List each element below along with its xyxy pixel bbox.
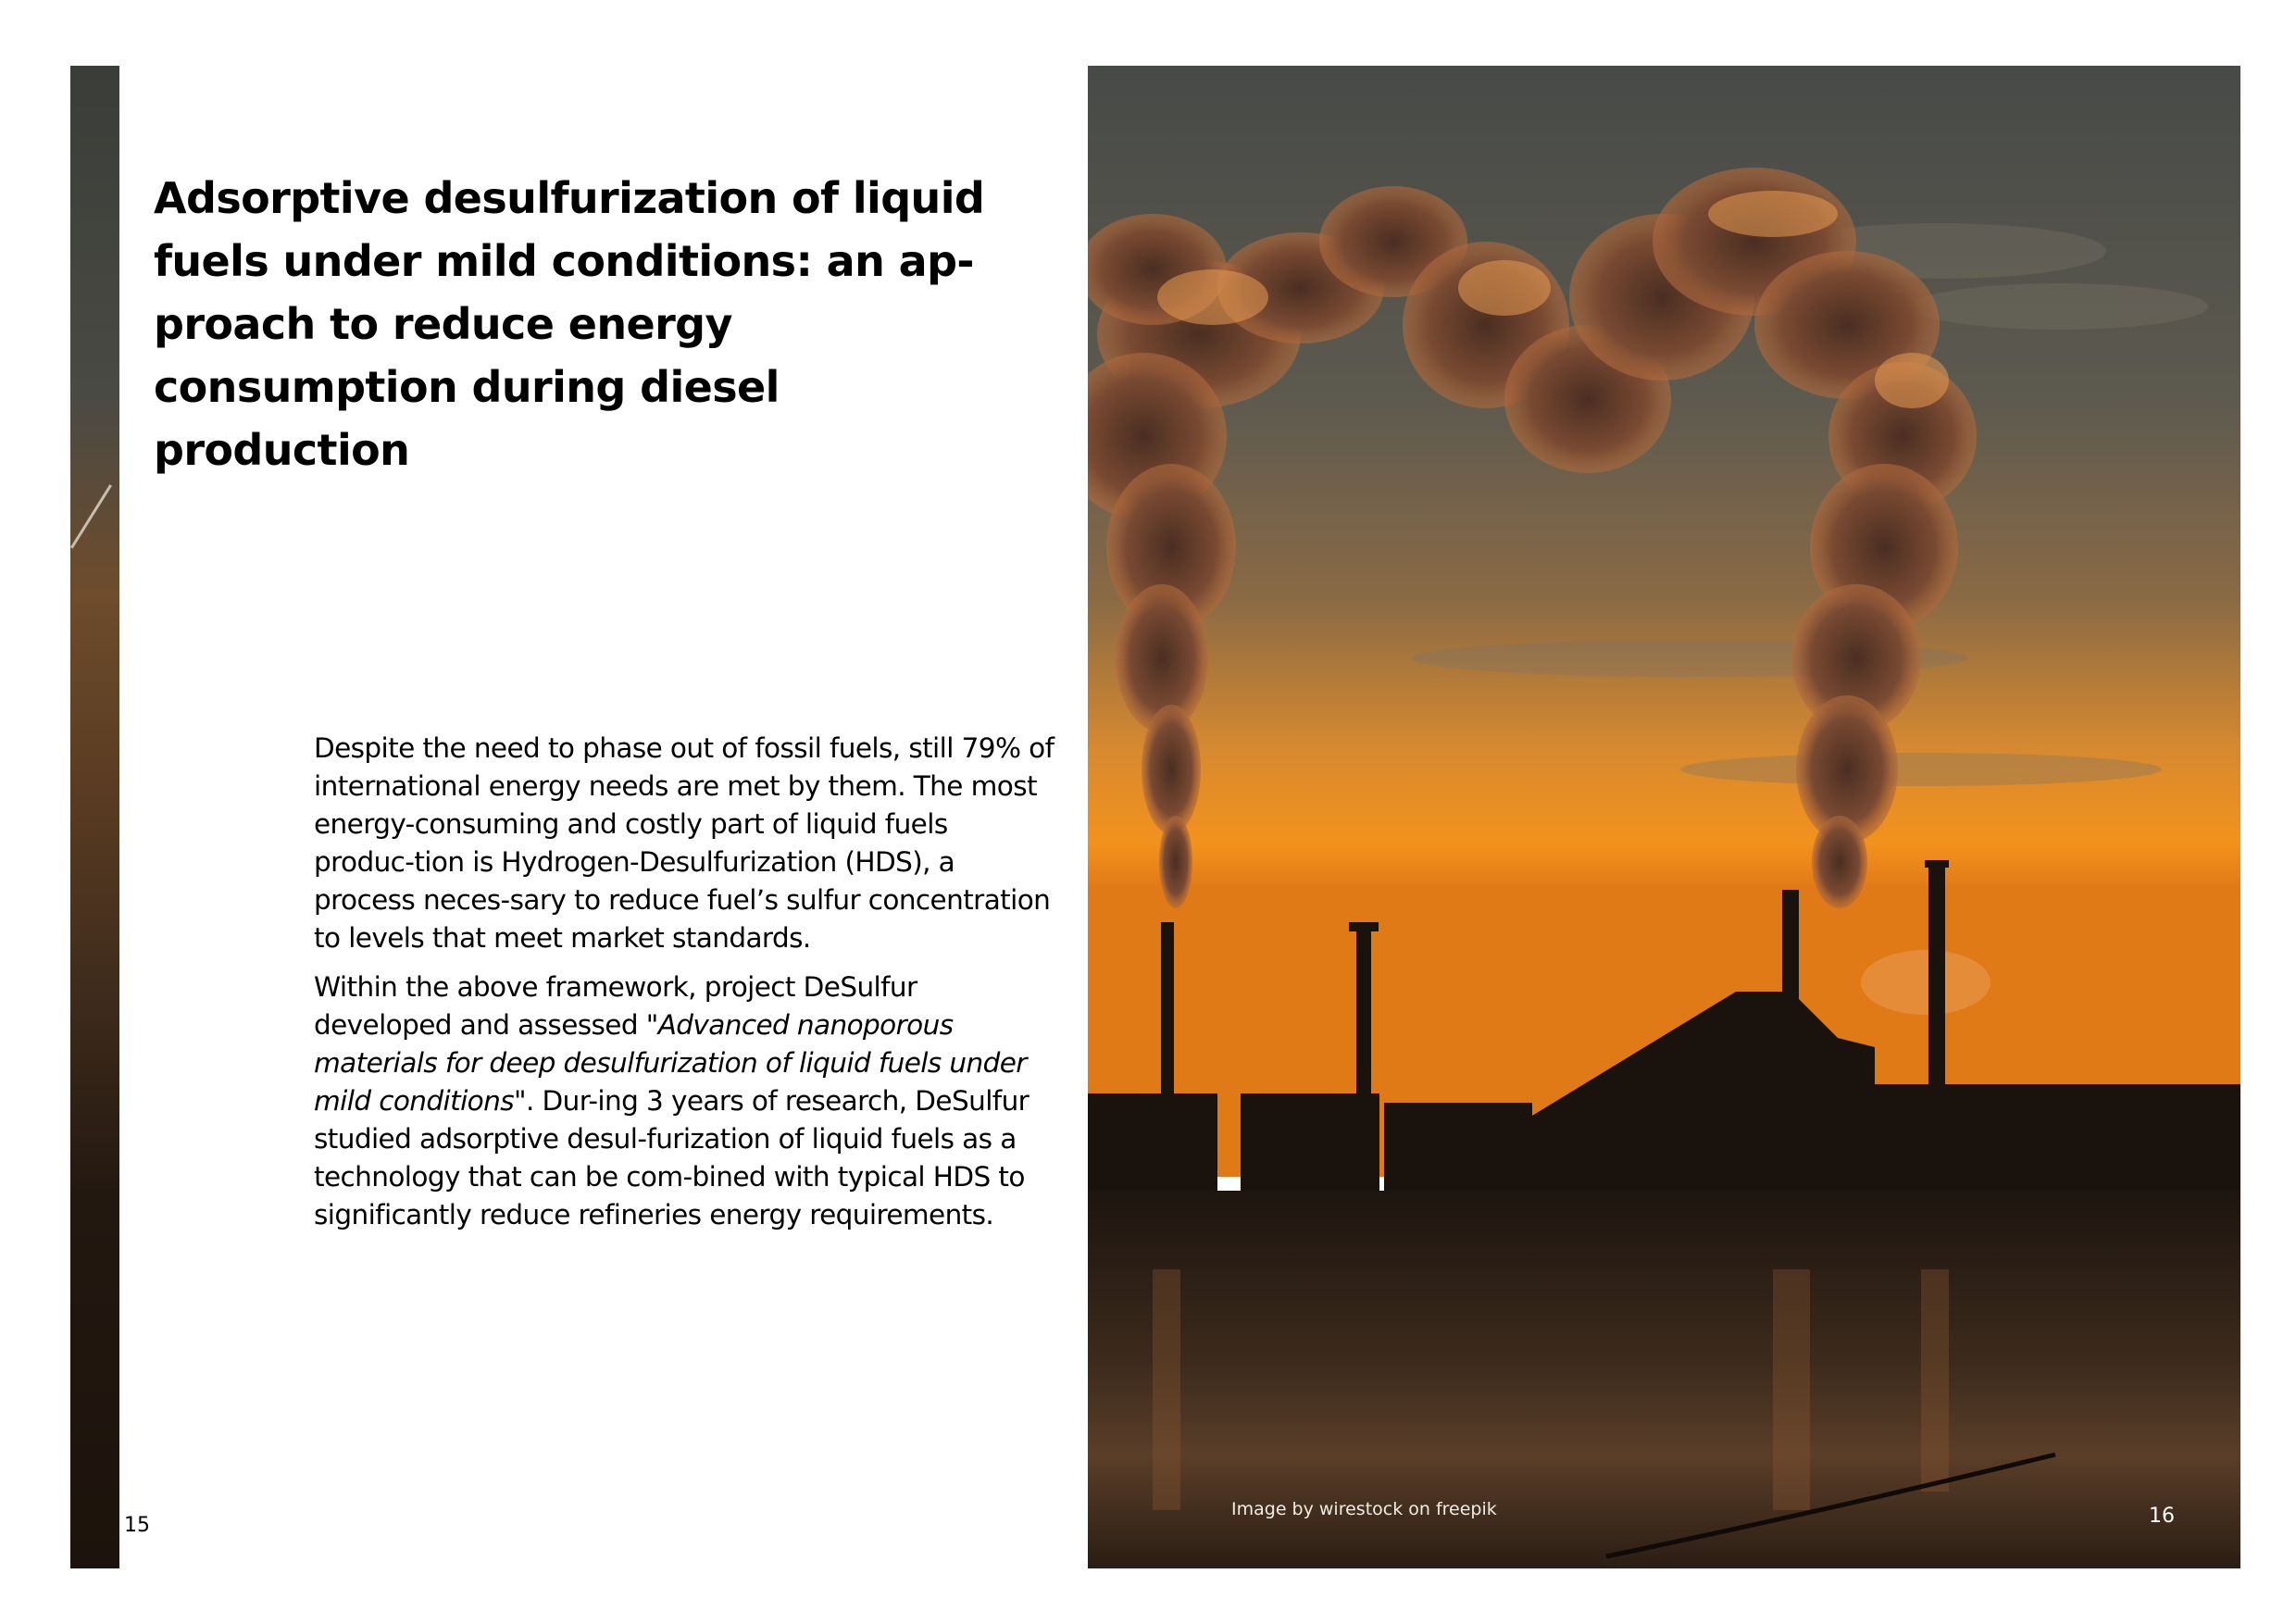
strip-light-streak — [70, 484, 112, 548]
left-edge-photo-strip — [70, 66, 119, 1568]
paragraph-text: Despite the need to phase out of fossil fuels, still 79% of international energy needs are met by them. The most energy-consuming and costly part of liquid fuels produc-tion is Hydrogen-Desulfurization (HDS), a process neces-sary to reduce fuel’s sulfur concentration to levels that meet market standards. — [314, 732, 1054, 954]
body-paragraph — [314, 730, 1054, 957]
italic-project-title: Advanced nanoporous materials for deep desulfurization of liquid fuels under mild conditions — [314, 1009, 1027, 1117]
photo-credit: Image by wirestock on freepik — [1231, 1499, 1497, 1519]
body-paragraph — [314, 968, 1054, 1234]
page-number-left: 15 — [124, 1514, 150, 1537]
article-body — [314, 730, 1054, 1245]
paragraph-text: ". Dur-ing 3 years of research, DeSulfur studied adsorptive desul-furization of liquid fuels as a technology that can be com-bined with typical HDS to significantly reduce refineries energy requirements. — [314, 1085, 1029, 1230]
chimney-sunset-photo — [1088, 66, 2240, 1568]
page-number-right: 16 — [2149, 1505, 2175, 1528]
paragraph-text: Within the above framework, project DeSulfur developed and assessed " — [314, 971, 917, 1041]
article-title: Adsorptive desulfurization of liquid fuels under mild conditions: an ap-proach to reduce energy consumption during diesel production — [154, 173, 985, 475]
